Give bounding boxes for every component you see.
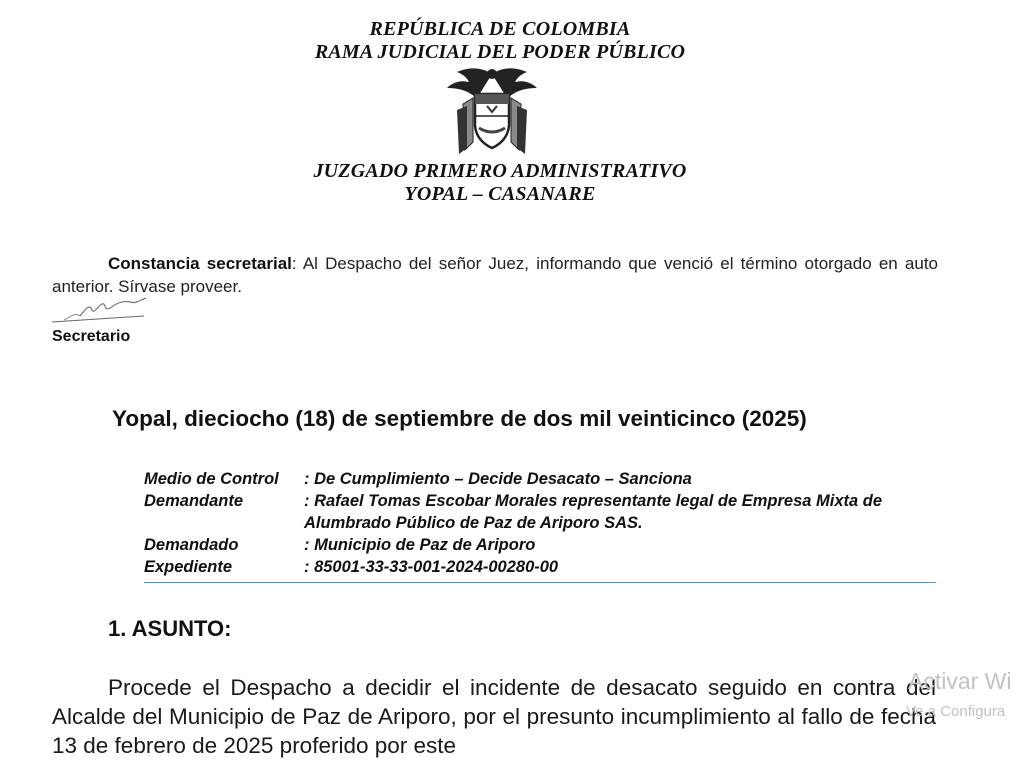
activation-watermark-sub: Ve a Configura [906, 703, 1006, 720]
metadata-divider [144, 582, 936, 583]
meta-key: Demandante [144, 492, 244, 510]
secretary-signature [50, 294, 150, 328]
section-heading-asunto: 1. ASUNTO: [108, 616, 232, 641]
coat-of-arms-seal [443, 64, 541, 158]
activation-watermark: Activar Wi [908, 668, 1012, 694]
secretary-title: Secretario [52, 328, 131, 345]
meta-row-medio [144, 468, 944, 490]
meta-row-expediente [144, 556, 944, 578]
case-metadata [144, 468, 944, 578]
meta-key: Demandado [144, 536, 239, 554]
meta-value: : Rafael Tomas Escobar Morales representante legal de Empresa Mixta de Alumbrado Público de Paz de Ariporo SAS. [304, 492, 883, 532]
header-rama-judicial: RAMA JUDICIAL DEL PODER PÚBLICO [314, 41, 686, 63]
constancia-text: : Al Despacho del señor Juez, informando que venció el término otorgado en auto anterior. Sírvase proveer. [52, 254, 938, 296]
meta-key: Medio de Control [144, 470, 279, 488]
meta-key: Expediente [144, 558, 233, 576]
body-paragraph: Procede el Despacho a decidir el incidente de desacato seguido en contra del Alcalde del Municipio de Paz de Ariporo, por el presunto incumplimiento al fallo de fecha 13 de febrero de 2025 proferido por este [52, 675, 936, 758]
meta-row-demandante [144, 490, 944, 534]
document-date: Yopal, dieciocho (18) de septiembre de dos mil veinticinco (2025) [112, 406, 807, 431]
court-name: JUZGADO PRIMERO ADMINISTRATIVO [313, 160, 687, 182]
constancia-secretarial [52, 252, 938, 298]
meta-row-demandado [144, 534, 944, 556]
meta-value: : 85001-33-33-001-2024-00280-00 [304, 558, 559, 576]
constancia-label: Constancia secretarial [108, 254, 292, 273]
meta-value: : Municipio de Paz de Ariporo [304, 536, 536, 554]
header-republica: REPÚBLICA DE COLOMBIA [369, 18, 631, 40]
court-city: YOPAL – CASANARE [404, 183, 596, 205]
meta-value: : De Cumplimiento – Decide Desacato – Sanciona [304, 470, 692, 488]
